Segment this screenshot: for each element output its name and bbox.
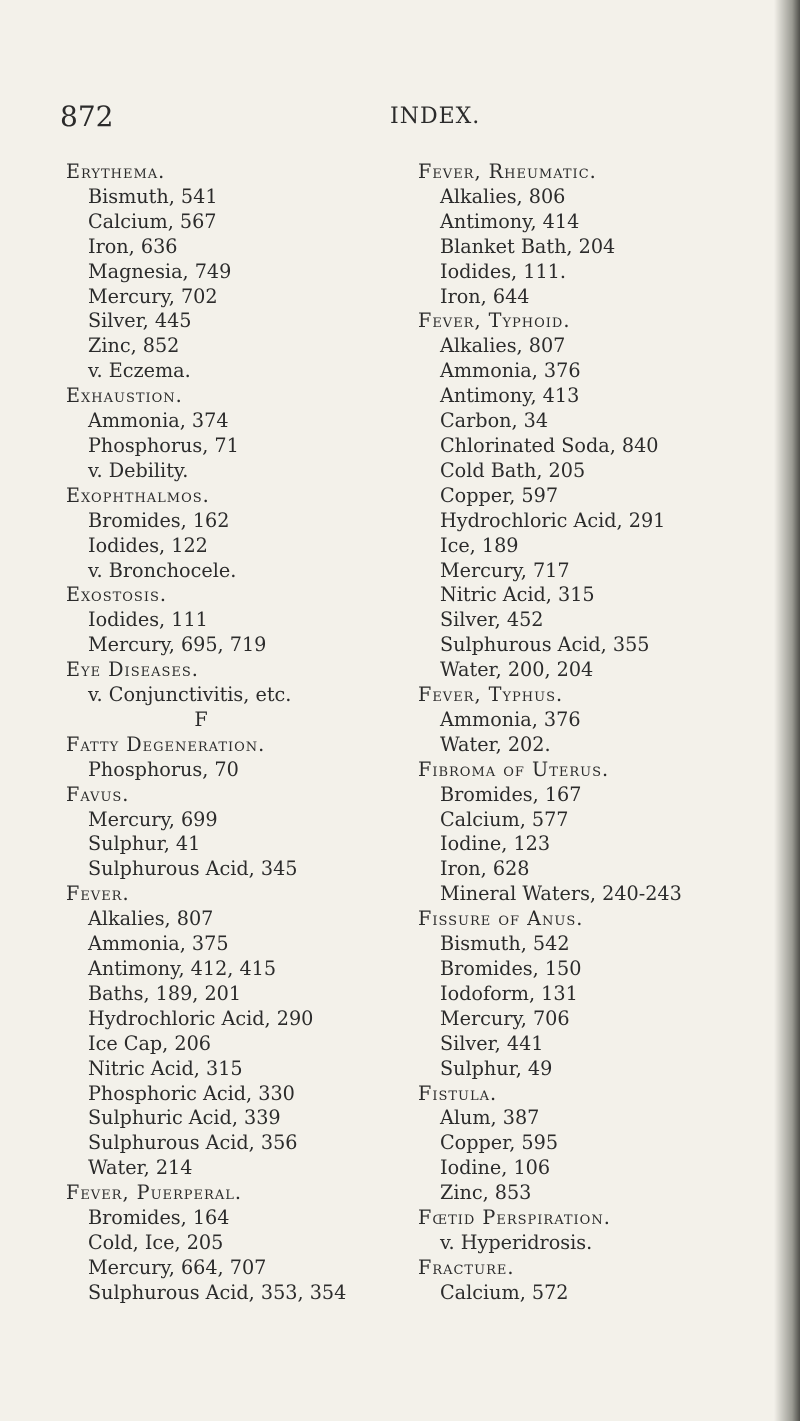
- index-subentry: v. Hyperidrosis.: [440, 1230, 593, 1254]
- index-subentry: Calcium, 567: [88, 209, 217, 233]
- index-subentry: Ammonia, 374: [88, 409, 229, 433]
- index-subentry: Iodoform, 131: [440, 981, 578, 1005]
- index-subentry: Iodides, 122: [88, 533, 208, 557]
- index-subentry: Iodides, 111.: [440, 259, 566, 283]
- index-heading: Exophthalmos.: [66, 483, 210, 507]
- index-subentry: Antimony, 413: [440, 384, 580, 408]
- index-subentry: Iodides, 111: [88, 608, 208, 632]
- index-subentry: Alkalies, 807: [440, 334, 566, 358]
- index-heading: Fever, Puerperal.: [66, 1181, 242, 1205]
- index-subentry: Silver, 445: [88, 309, 192, 333]
- index-subentry: Zinc, 852: [88, 334, 180, 358]
- index-subentry: Water, 214: [88, 1156, 193, 1180]
- index-subentry: Sulphurous Acid, 345: [88, 857, 298, 881]
- index-subentry: Blanket Bath, 204: [440, 234, 616, 258]
- index-subentry: Hydrochloric Acid, 290: [88, 1006, 314, 1030]
- index-subentry: Sulphurous Acid, 355: [440, 633, 650, 657]
- index-subentry: Phosphoric Acid, 330: [88, 1081, 295, 1105]
- index-heading: Fatty Degeneration.: [66, 732, 266, 756]
- index-subentry: Alkalies, 806: [440, 184, 566, 208]
- index-heading: Fracture.: [418, 1255, 515, 1279]
- index-heading: Fever.: [66, 882, 130, 906]
- index-subentry: Calcium, 572: [440, 1280, 569, 1304]
- index-heading: Fœtid Perspiration.: [418, 1206, 611, 1230]
- index-subentry: Mineral Waters, 240-243: [440, 882, 682, 906]
- page-header: [0, 100, 800, 140]
- index-subentry: Sulphur, 41: [88, 832, 201, 856]
- index-subentry: Antimony, 412, 415: [88, 957, 277, 980]
- page-edge-shadow: [774, 0, 800, 1421]
- index-subentry: Ice, 189: [440, 533, 519, 557]
- index-subentry: Copper, 597: [440, 483, 559, 507]
- index-subentry: Silver, 452: [440, 608, 544, 632]
- index-subentry: Bromides, 150: [440, 957, 582, 980]
- index-subentry: Silver, 441: [440, 1031, 544, 1055]
- index-subentry: Bromides, 164: [88, 1206, 230, 1230]
- index-subentry: Magnesia, 749: [88, 259, 232, 283]
- index-heading: Fever, Rheumatic.: [418, 160, 597, 183]
- running-head: INDEX.: [390, 104, 481, 129]
- index-subentry: Calcium, 577: [440, 807, 569, 831]
- index-subentry: Water, 202.: [440, 732, 551, 756]
- index-subentry: Hydrochloric Acid, 291: [440, 508, 666, 532]
- index-heading: Eye Diseases.: [66, 658, 199, 682]
- index-subentry: Ammonia, 376: [440, 707, 581, 731]
- index-subentry: Mercury, 699: [88, 807, 218, 831]
- index-subentry: Sulphurous Acid, 356: [88, 1131, 298, 1155]
- index-subentry: Zinc, 853: [440, 1181, 532, 1205]
- index-subentry: Sulphurous Acid, 353, 354: [88, 1280, 347, 1304]
- index-subentry: Carbon, 34: [440, 409, 549, 433]
- index-subentry: Alum, 387: [440, 1106, 540, 1130]
- index-subentry: Bromides, 162: [88, 508, 230, 532]
- index-subentry: Mercury, 717: [440, 558, 570, 582]
- index-subentry: Mercury, 702: [88, 284, 218, 308]
- index-subentry: Sulphur, 49: [440, 1056, 553, 1080]
- index-heading: Exostosis.: [66, 583, 167, 607]
- index-subentry: v. Debility.: [88, 458, 189, 482]
- section-letter: F: [194, 707, 208, 731]
- index-heading: Fever, Typhoid.: [418, 309, 571, 333]
- page-number: 872: [60, 100, 114, 133]
- index-subentry: Iodine, 123: [440, 832, 551, 856]
- index-subentry: Chlorinated Soda, 840: [440, 433, 659, 457]
- index-subentry: Ice Cap, 206: [88, 1031, 212, 1055]
- index-heading: Erythema.: [66, 160, 166, 183]
- index-subentry: Mercury, 664, 707: [88, 1255, 267, 1279]
- index-heading: Fissure of Anus.: [418, 907, 584, 931]
- index-subentry: Iron, 644: [440, 284, 530, 308]
- index-heading: Exhaustion.: [66, 384, 183, 408]
- index-subentry: Iron, 636: [88, 234, 178, 258]
- left-index-column: [66, 160, 366, 1306]
- index-subentry: Bromides, 167: [440, 782, 582, 806]
- index-subentry: Ammonia, 375: [88, 932, 229, 956]
- index-subentry: Cold Bath, 205: [440, 458, 586, 482]
- index-subentry: Antimony, 414: [440, 209, 580, 233]
- index-subentry: v. Bronchocele.: [88, 558, 237, 582]
- index-subentry: Bismuth, 541: [88, 184, 218, 208]
- index-subentry: Bismuth, 542: [440, 932, 570, 956]
- right-index-column: [418, 160, 718, 1306]
- index-subentry: Mercury, 695, 719: [88, 633, 267, 657]
- index-subentry: Cold, Ice, 205: [88, 1230, 224, 1254]
- index-heading: Fistula.: [418, 1081, 498, 1105]
- index-subentry: Iodine, 106: [440, 1156, 551, 1180]
- index-subentry: Sulphuric Acid, 339: [88, 1106, 281, 1130]
- index-subentry: v. Conjunctivitis, etc.: [88, 683, 292, 707]
- index-subentry: Baths, 189, 201: [88, 981, 242, 1005]
- index-subentry: Iron, 628: [440, 857, 530, 881]
- index-subentry: Ammonia, 376: [440, 359, 581, 383]
- index-heading: Fever, Typhus.: [418, 683, 564, 707]
- index-subentry: Nitric Acid, 315: [440, 583, 595, 607]
- index-subentry: Phosphorus, 70: [88, 757, 239, 781]
- index-subentry: Alkalies, 807: [88, 907, 214, 931]
- index-subentry: v. Eczema.: [88, 359, 191, 383]
- index-heading: Fibroma of Uterus.: [418, 757, 610, 781]
- index-subentry: Mercury, 706: [440, 1006, 570, 1030]
- index-subentry: Nitric Acid, 315: [88, 1056, 243, 1080]
- index-subentry: Water, 200, 204: [440, 658, 594, 682]
- index-subentry: Phosphorus, 71: [88, 433, 239, 457]
- index-subentry: Copper, 595: [440, 1131, 559, 1155]
- index-heading: Favus.: [66, 782, 130, 806]
